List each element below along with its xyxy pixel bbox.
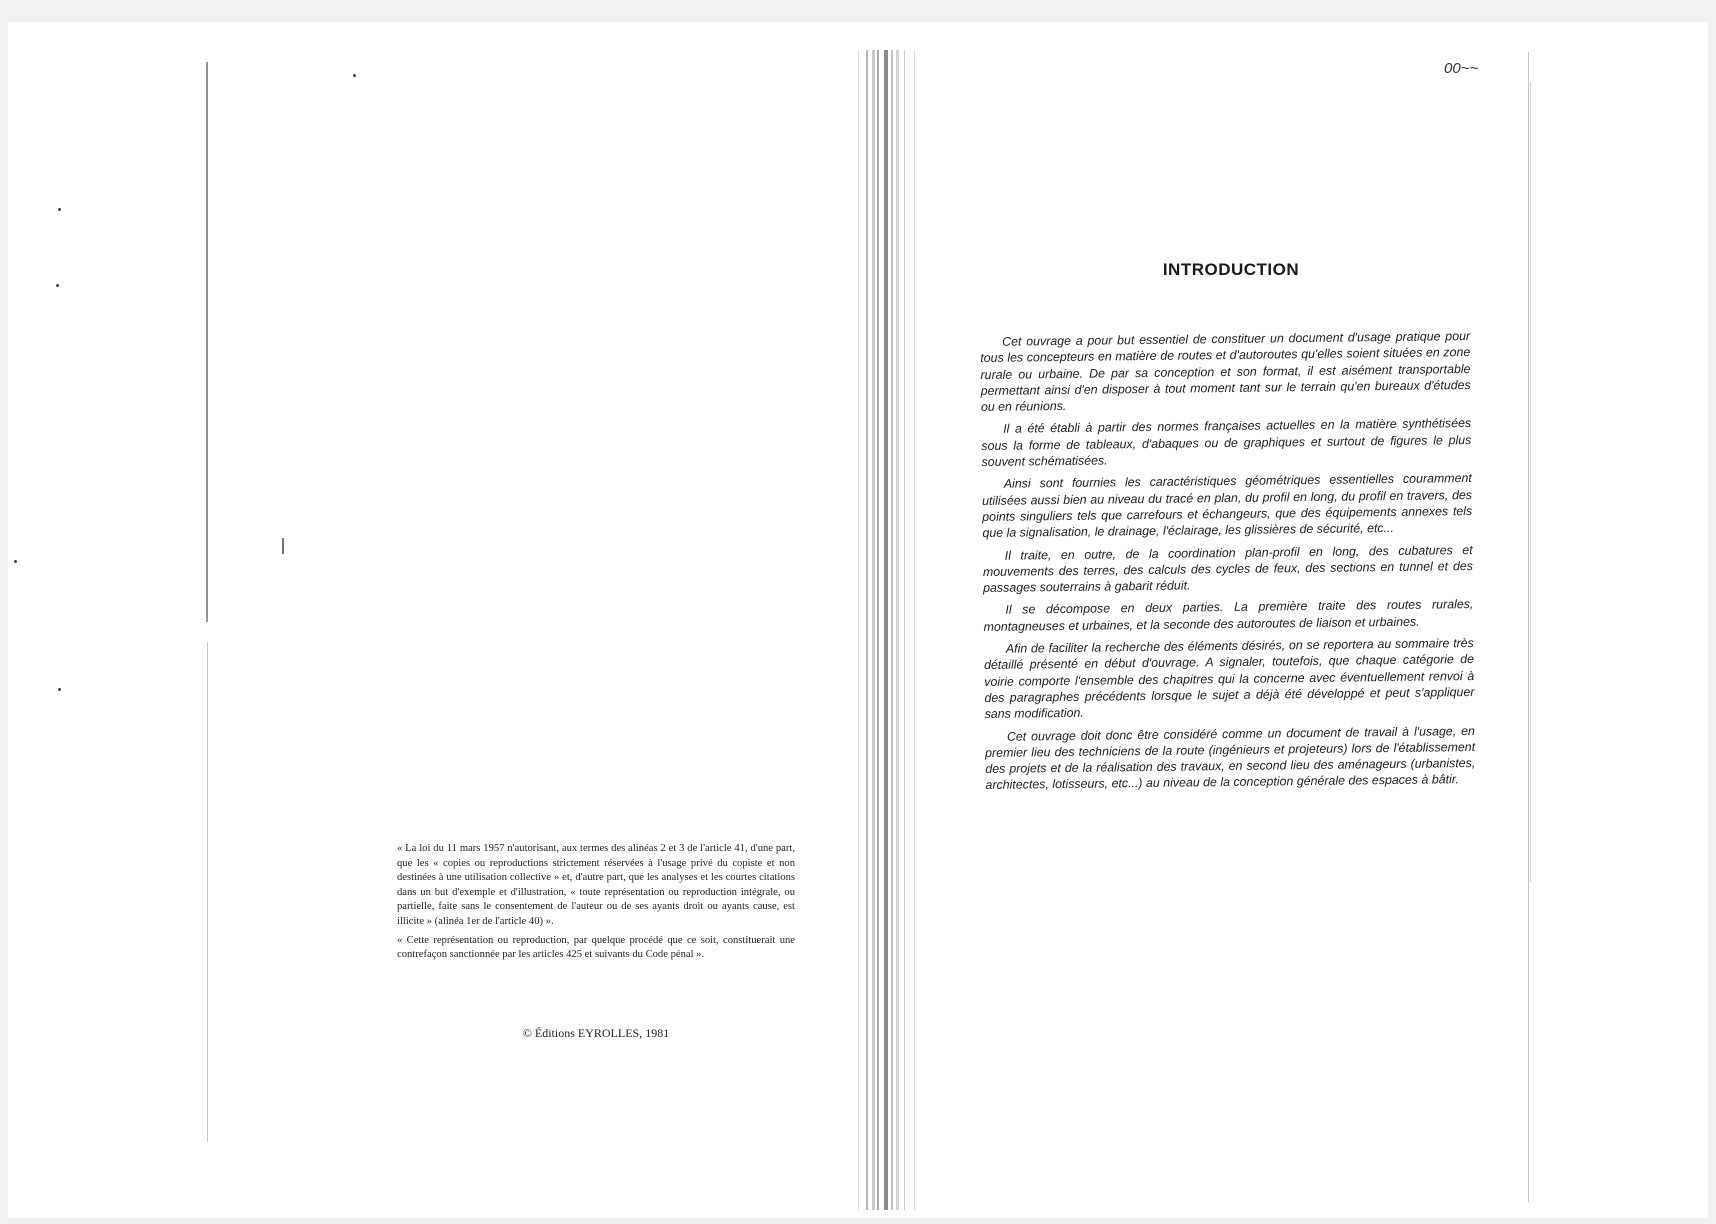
scan-speck <box>58 208 61 211</box>
scan-speck <box>14 560 17 563</box>
scan-speck <box>353 74 356 77</box>
legal-notice-paragraph: « La loi du 11 mars 1957 n'autorisant, aux termes des alinéas 2 et 3 de l'article 41, d'une part, que les « copies ou reproductions strictement réservées à l'usage privé du copiste et non destinées à une utilisation collective » et, d'autre part, que les analyses et les courtes citations dans un but d'exemple et d'illustration, « toute représentation ou reproduction intégrale, ou partielle, faite sans le consentement de l'auteur ou de ses ayants droit ou ayants cause, est illicite » (alinéa 1er de l'article 40) ». <box>397 843 795 927</box>
body-paragraph: Ainsi sont fournies les caractéristiques géométriques essentielles couramment utilisées aussi bien au niveau du tracé en plan, du profil en long, du profil en travers, des points singuliers tels que carrefours et échangeurs, que des équipements annexes tels que la signalisation, le drainage, l'éclairage, les glissières de sécurité, etc... <box>981 471 1473 541</box>
body-paragraph: Cet ouvrage a pour but essentiel de constituer un document d'usage pratique pour tous les concepteurs en matière de routes et d'autoroutes qu'elles soient situées en zone rurale ou urbaine. De par sa conception et son format, il est aisément transportable permettant ainsi d'en disposer à tout moment tant sur le terrain qu'en bureaux d'études ou en réunions. <box>980 329 1471 415</box>
scanned-spread <box>8 22 1708 1218</box>
legal-notice <box>397 842 795 967</box>
right-margin-line <box>1528 52 1529 1202</box>
body-paragraph: Il a été établi à partir des normes françaises actuelles en la matière synthétisées sous la forme de tableaux, d'abaques ou de graphiques et surtout de figures le plus souvent schématisées. <box>981 416 1472 470</box>
left-margin-line <box>206 62 208 622</box>
body-paragraph: Cet ouvrage doit donc être considéré comme un document de travail à l'usage, en premier lieu des techniciens de la route (ingénieurs et projeteurs) lors de l'établissement des projets et de la réalisation des travaux, en second lieu des aménageurs (urbanistes, architectes, lotisseurs, etc...) au niveau de la conception générale des espaces à bâtir. <box>985 723 1476 793</box>
copyright-line: © Éditions EYROLLES, 1981 <box>522 1026 670 1040</box>
left-margin-line-lower <box>207 642 208 1142</box>
right-margin-line <box>1530 82 1531 882</box>
left-tick-mark <box>282 538 284 554</box>
body-paragraph: Afin de faciliter la recherche des éléments désirés, on se reportera au sommaire très détaillé présenté en début d'ouvrage. A signaler, toutefois, que chaque catégorie de voirie comporte l'ensemble des chapitres qui la concerne avec éventuellement renvoi à des paragraphes précédents lorsque le sujet a déjà été développé et peut s'appliquer sans modification. <box>983 636 1475 722</box>
folio-mark: 00~~ <box>1444 60 1479 77</box>
body-paragraph: Il traite, en outre, de la coordination plan-profil en long, des cubatures et mouvements des terres, des calculs des cycles de feux, des sections en tunnel et des passages souterrains à gabarit réduit. <box>982 542 1473 596</box>
scan-speck <box>56 284 59 287</box>
binding-spine <box>828 50 928 1210</box>
legal-notice-paragraph: « Cette représentation ou reproduction, par quelque procédé que ce soit, constituerait une contrefaçon sanctionnée par les articles 425 et suivants du Code pénal ». <box>397 934 795 961</box>
scan-speck <box>58 688 61 691</box>
introduction-body <box>980 328 1476 800</box>
body-paragraph: Il se décompose en deux parties. La première traite des routes rurales, montagneuses et urbaines, et la seconde des autoroutes de liaison et urbaines. <box>983 597 1474 634</box>
page-title: INTRODUCTION <box>1162 260 1300 279</box>
